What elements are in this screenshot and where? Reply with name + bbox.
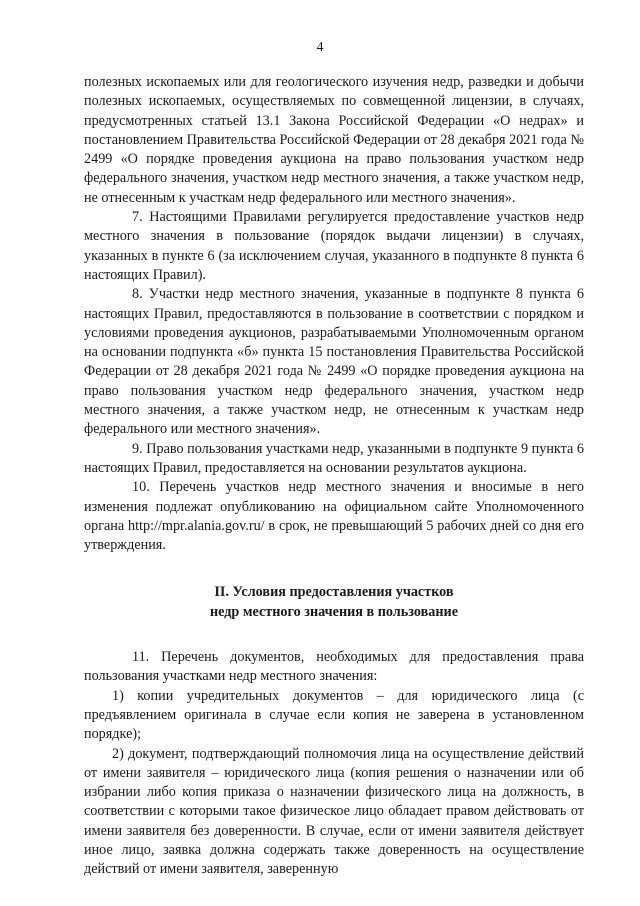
section-heading-line-2: недр местного значения в пользование <box>209 603 459 620</box>
section-heading-line-1: II. Условия предоставления участков <box>214 584 454 601</box>
document-body <box>84 73 584 880</box>
paragraph-10: 10. Перечень участков недр местного значения и вносимые в него изменения подлежат опубликованию на официальном сайте Уполномоченного органа http://mpr.alania.gov.ru/ в срок, не превышающий 5 рабочих дней со дня его утверждения. <box>84 479 584 554</box>
paragraph-9: 9. Право пользования участками недр, указанными в подпункте 9 пункта 6 настоящих Правил, предоставляется на основании результатов аукциона. <box>84 440 584 476</box>
section-heading <box>84 583 584 622</box>
paragraph-continuation: полезных ископаемых или для геологического изучения недр, разведки и добычи полезных ископаемых, осуществляемых по совмещенной лицензии, в случаях, предусмотренных статьей 13.1 Закона Российской Федерации «О недрах» и постановлением Правительства Российской Федерации от 28 декабря 2021 года № 2499 «О порядке проведения аукциона на право пользования участком недр федерального значения, участком недр местного значения, а также участком недр, не отнесенным к участкам недр федерального или местного значения». <box>84 74 584 206</box>
list-item-2: 2) документ, подтверждающий полномочия лица на осуществление действий от имени заявителя – юридического лица (копия решения о назначении или об избрании либо копия приказа о назначении физического лица на должность, в соответствии с которыми такое физическое лицо обладает правом действовать от имени заявителя без доверенности. В случае, если от имени заявителя действует иное лицо, заявка должна содержать также доверенность на осуществление действий от имени заявителя, заверенную <box>84 745 584 878</box>
paragraph-11: 11. Перечень документов, необходимых для предоставления права пользования участками недр местного значения: <box>84 649 584 685</box>
list-item-1: 1) копии учредительных документов – для юридического лица (с предъявлением оригинала в случае если копия не заверена в установленном порядке); <box>84 687 584 743</box>
paragraph-7: 7. Настоящими Правилами регулируется предоставление участков недр местного значения в пользование (порядок выдачи лицензии) в случаях, указанных в пункте 6 (за исключением случая, указанного в подпункте 8 пункта 6 настоящих Правил). <box>84 209 584 283</box>
page-number: 4 <box>316 40 324 55</box>
paragraph-8: 8. Участки недр местного значения, указанные в подпункте 8 пункта 6 настоящих Правил, предоставляются в пользование в соответствии с порядком и условиями проведения аукционов, разрабатываемыми Уполномоченным органом на основании подпункта «б» пункта 15 постановления Правительства Российской Федерации от 28 декабря 2021 года № 2499 «О порядке проведения аукциона на право пользования участком недр федерального значения, участком недр местного значения, а также участком недр, не отнесенным к участкам недр федерального или местного значения». <box>84 286 584 438</box>
